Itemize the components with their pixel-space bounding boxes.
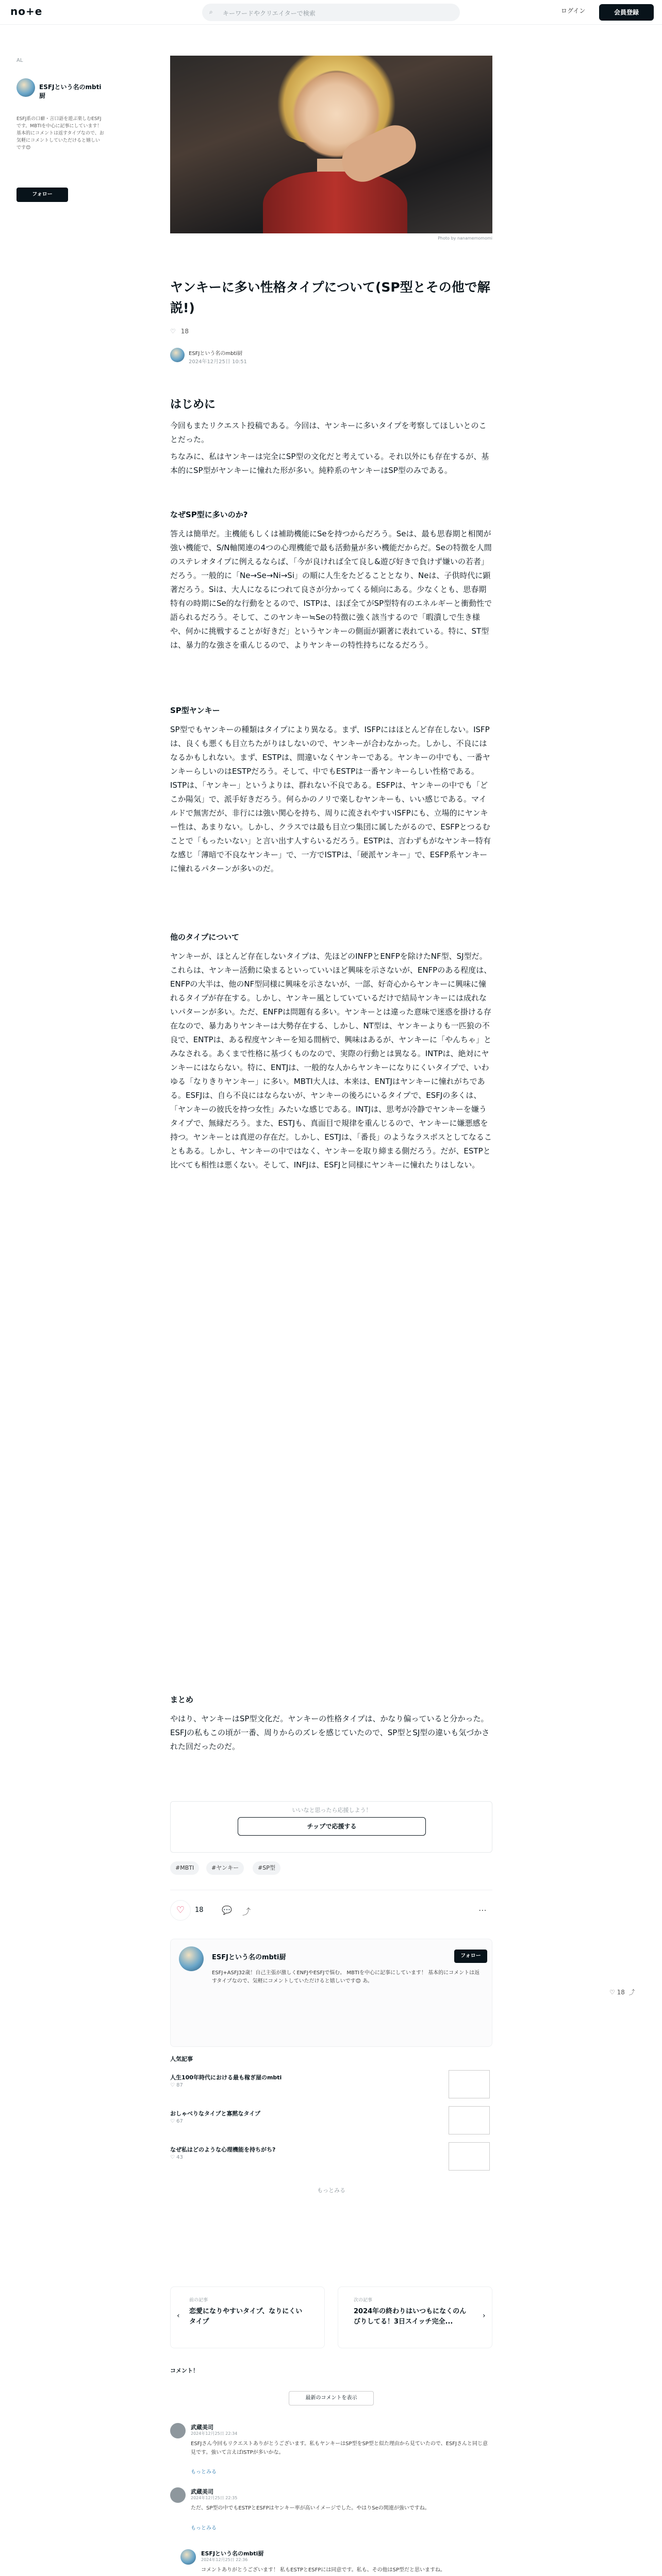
comment-text: ただ、SP型の中でもESTPとESFPはヤンキー率が高いイメージでした。やはりSeの関連が強いですね。 <box>191 2505 430 2511</box>
comment-text: コメントありがとうございます！ 私もESTPとESFPには同意です。私も、その他はSP型だと思いますね。 <box>201 2567 446 2573</box>
creator-follow-button[interactable]: フォロー <box>454 1950 487 1963</box>
author-avatar[interactable] <box>170 348 185 362</box>
paragraph-summary: やはり、ヤンキーはSP型文化だ。ヤンキーの性格タイプは、かなり偏っていると分かった。ESFJの私もこの頃が一番、周りからのズレを感じていたので、SP型とSJ型の違いも気づかされた回だったのだ。 <box>170 1714 490 1751</box>
creator-bio: ESFJ+ASFJ32歳！自己主張が激しくENFJやESFJで悩む。 MBTIを中心に記事にしています！ 基本的にコメントは返すタイプなので、気軽にコメントしていただけると嬉しいです😊 あ。 <box>212 1970 480 1984</box>
share-icon[interactable]: ⤴ <box>628 1989 635 1996</box>
heart-icon[interactable]: ♡ <box>609 1989 615 1996</box>
popular-title: おしゃべりなタイプと寡黙なタイプ <box>170 2110 260 2117</box>
prev-title: 恋愛になりやすいタイプ、なりにくいタイプ <box>189 2308 303 2326</box>
show-latest-comments-button[interactable]: 最新のコメントを表示 <box>289 2391 374 2405</box>
creator-avatar[interactable] <box>179 1946 204 1971</box>
action-like-count: 18 <box>195 1906 204 1914</box>
heading-why-sp: なぜSP型に多いのか? <box>170 510 248 519</box>
popular-thumbnail <box>449 2070 490 2098</box>
sidebar-ad-label: AL <box>16 58 23 63</box>
tag-yankee[interactable]: #ヤンキー <box>206 1861 244 1875</box>
search-placeholder: キーワードやクリエイターで検索 <box>223 10 316 17</box>
like-button-heart-icon[interactable]: ♡ <box>170 1900 191 1921</box>
popular-likes: ♡ 87 <box>170 2082 183 2088</box>
photo-credit[interactable]: Photo by nanamemomomi <box>438 236 492 241</box>
next-label: 次の記事 <box>354 2298 373 2303</box>
more-icon[interactable]: ⋯ <box>478 1905 487 1915</box>
comments-heading: コメント！ <box>170 2367 198 2374</box>
author-name[interactable]: ESFJという名のmbti厨 <box>189 351 243 357</box>
share-icon[interactable]: ⤴ <box>242 1907 251 1917</box>
comment-date: 2024年12月25日 22:35 <box>191 2496 238 2500</box>
popular-thumbnail <box>449 2106 490 2134</box>
comment-more-link[interactable]: もっとみる <box>191 2526 217 2531</box>
heading-intro: はじめに <box>170 398 216 411</box>
commenter-name[interactable]: ESFJという名のmbti厨 <box>201 2550 264 2557</box>
like-count: 18 <box>180 328 189 335</box>
popular-title: 人生100年時代における最も稼ぎ屋のmbti <box>170 2074 282 2081</box>
floating-like[interactable] <box>609 1988 635 1996</box>
chevron-right-icon: › <box>483 2312 486 2320</box>
hero-shirt <box>263 172 407 233</box>
title-like[interactable] <box>170 328 189 335</box>
popular-title: なぜ私はどのような心理機能を持ちがち? <box>170 2146 276 2153</box>
search-input[interactable] <box>202 4 460 21</box>
tag-sp[interactable]: #SP型 <box>253 1861 280 1875</box>
popular-thumbnail <box>449 2142 490 2171</box>
header <box>0 0 662 25</box>
publish-date: 2024年12月25日 10:51 <box>189 359 247 365</box>
avatar[interactable] <box>16 78 35 97</box>
sidebar-profile <box>16 58 104 197</box>
commenter-name[interactable]: 武蔵美司 <box>191 2488 213 2495</box>
next-title: 2024年の終わりはいつもになくのんびりしてる！3日スイッチ完全... <box>354 2308 467 2326</box>
comment-text: ESFJさん今回もリクエストありがとうございます。私もヤンキーはSP型をSP型と似た理由から見ていたので、ESFJさんと同じ意見です。強いて言えばISTPが多いかな。 <box>191 2441 488 2455</box>
follow-button[interactable]: フォロー <box>16 188 68 202</box>
hero-image <box>170 56 492 233</box>
popular-item[interactable] <box>170 2142 492 2173</box>
support-box <box>170 1801 492 1853</box>
signup-button[interactable]: 会員登録 <box>599 4 654 21</box>
popular-likes: ♡ 43 <box>170 2155 183 2160</box>
commenter-avatar[interactable] <box>170 2487 186 2503</box>
popular-heading: 人気記事 <box>170 2056 193 2062</box>
floating-like-count: 18 <box>617 1989 625 1996</box>
comment-date: 2024年12月25日 22:36 <box>201 2557 248 2562</box>
commenter-avatar[interactable] <box>180 2549 196 2565</box>
commenter-name[interactable]: 武蔵美司 <box>191 2424 213 2431</box>
search-icon: ⌕ <box>209 8 213 15</box>
paragraph-intro-1: 今回もまたリクエスト投稿である。今回は、ヤンキーに多いタイプを考察してほしいとのことだった。 <box>170 421 487 444</box>
author-row <box>170 347 376 367</box>
chevron-left-icon: ‹ <box>177 2312 180 2320</box>
next-article-button[interactable] <box>338 2286 492 2348</box>
heading-other-types: 他のタイプについて <box>170 933 239 942</box>
action-bar <box>170 1900 492 1921</box>
tip-button[interactable]: チップで応援する <box>238 1817 426 1836</box>
popular-item[interactable] <box>170 2070 492 2101</box>
paragraph-intro-2: ちなみに、私はヤンキーは完全にSP型の文化だと考えている。それ以外にも存在するが、基本的にSP型がヤンキーに憧れた形が多い。純粋系のヤンキーはSP型のみである。 <box>170 452 489 475</box>
support-question: いいなと思ったら応援しよう！ <box>292 1807 372 1814</box>
prev-label: 前の記事 <box>189 2298 208 2303</box>
comment-more-link[interactable]: もっとみる <box>191 2469 217 2475</box>
prev-article-button[interactable] <box>170 2286 325 2348</box>
paragraph-other-types: ヤンキーが、ほとんど存在しないタイプは、先ほどのINFPとENFPを除けたNF型、SJ型だ。これらは、ヤンキー活動に染まるといっていいほど興味を示さないが、ENFPのある程度は、ENFPの大半は、他のNF型同様に興味を示さないが、一部、好奇心からヤンキーに興味に憧れるタイプが存在する。しかし、ヤンキー風としていているだけで結局ヤンキーには成れないパターンが多い。ただ、ENFPは問題有る多い。ヤンキーとは違った意味で迷惑を掛ける存在なので、暴力ありヤンキーは大勢存在する、しかし、NT型は、ヤンキーよりも一匹狼の不良で、ENTPは、ある程度ヤンキーを知る間柄で、興味はあるが、ヤンキーに「やんちゃ」とみなされる。あくまで性格に基づくものなので、実際の行動とは異なる。INTPは、絶対にヤンキーにはならない。特に、ENTJは、一般的な人からヤンキーになりにくいタイプで、いわゆる「なりきりヤンキー」に多い。MBTI大人は、本来は、ENTJはヤンキーに憧れがちである。ESFJは、自ら不良にはならないが、ヤンキーの後ろにいるタイプで、ESFJの多くは、「ヤンキーの彼氏を持つ女性」みたいな感じである。INTJは、思考が冷静でヤンキーを嫌うタイプで、無縁だろう。また、ESTJも、真面目で規律を重んじるので、ヤンキーに嫌悪感を持つ。ヤンキーとは真逆の存在だ。しかし、ESTJは、「番長」のようなラスボスとしてなることもある。しかし、ヤンキーの中ではなく、ヤンキーを取り締まる側だろう。だが、ESTPと比べても相性は悪くない。そして、INFJは、ESFJと同様にヤンキーに憧れたりはしない。 <box>170 952 492 1170</box>
popular-likes: ♡ 67 <box>170 2119 183 2124</box>
comment-icon[interactable]: 💬 <box>222 1905 232 1915</box>
creator-name[interactable]: ESFJという名のmbti厨 <box>212 1954 286 1961</box>
sidebar-author-name[interactable]: ESFJという名のmbti厨 <box>39 83 102 99</box>
popular-item[interactable] <box>170 2106 492 2137</box>
heart-icon[interactable]: ♡ <box>170 328 176 335</box>
note-logo[interactable]: no+e <box>10 5 43 18</box>
heading-sp-yankee: SP型ヤンキー <box>170 706 220 715</box>
tag-mbti[interactable]: #MBTI <box>170 1861 199 1875</box>
sidebar-bio: ESFJ系の口癖・言口語を遊ぶ楽しむESFJです。MBTIを中心に記事にしています！基本的にコメントは返すタイプなので、お気軽にコメントしていただけると嬉しいです😊 <box>16 116 104 150</box>
login-link[interactable]: ログイン <box>561 7 586 14</box>
commenter-avatar[interactable] <box>170 2423 186 2438</box>
heading-summary: まとめ <box>170 1695 194 1704</box>
paragraph-why-sp: 答えは簡単だ。主機能もしくは補助機能にSeを持つからだろう。Seは、最も思春期と相関が強い機能で、S/N軸関連の4つの心理機能で最も活動量が多い機能だからだ。Seの特徴を人間のステレオタイプに例えるならば、「今が良ければ全て良し&遊び好きで負けず嫌いの若者」だろう。一般的に「Ne→Se→Ni→Si」の順に人生をたどることとなり、Neは、子供時代に顕著だろう。Siは、大人になるにつれて良さが分かってくる傾向にある。少なくとも、思春期特有の時期にSe的な行動をとるので、ISTPは、ほぼ全てがSP型特有のエネルギーと衝動性で語られるだろう。そして、このヤンキー≒Seの特徴に強く該当するので「暇潰しで生き様や、何かに挑戦することが好きだ」というヤンキーの側面が顕著に表れている。特に、ST型は、暴力的な強さを重んじるので、よりヤンキーの特性持ちになるだろう。 <box>170 529 492 650</box>
popular-more-link[interactable]: もっとみる <box>317 2187 345 2194</box>
creator-card <box>170 1939 492 2047</box>
article-title: ヤンキーに多い性格タイプについて(SP型とその他で解説!) <box>170 280 490 315</box>
paragraph-sp-yankee: SP型でもヤンキーの種類はタイプにより異なる。まず、ISFPにはほとんど存在しない。ISFPは、良くも悪くも目立ちたがりはしないので、ヤンキーが合わなかった。しかし、不良にはなるかもしれない。まず、ESTPは、間違いなくヤンキーである。ヤンキーの中でも、一番ヤンキーらしいのはESTPだろう。そして、中でもESTPは一番ヤンキーらしい性格である。ISTPは、「ヤンキー」というよりは、群れない不良である。ESFPは、ヤンキーの中でも「どこか陽気」で、派手好きだろう。何らかのノリで楽しむヤンキーも、いい感じである。マイルドで無害だが、非行には強い関心を持ち、周りに流されやすいISFPにも、立場的にヤンキー性は、あまりない。しかし、クラスでは最も目立つ集団に属したがるので、ESFPとつるむことで「もったいない」と言い出す人すらいるだろう。ESTPは、言わずもがなヤンキー特有な感じ「薄暗で不良なヤンキー」で、一方でISTPは、「硬派ヤンキー」で、ESFP系ヤンキーに憧れるパターンが多いのだ。 <box>170 725 491 873</box>
article-navigation <box>170 2286 492 2348</box>
comment-date: 2024年12月25日 22:34 <box>191 2431 238 2436</box>
